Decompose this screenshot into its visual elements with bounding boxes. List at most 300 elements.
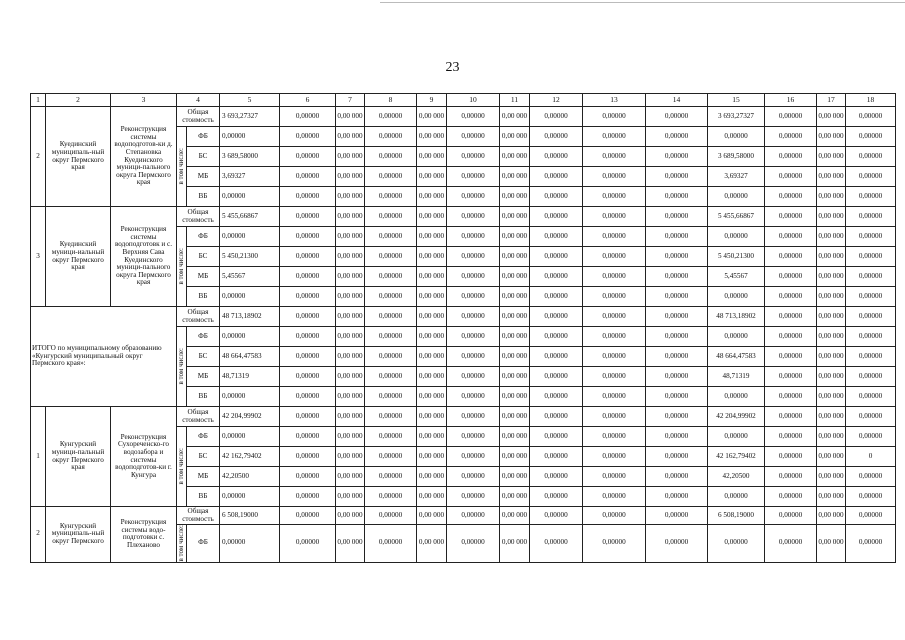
- value-cell: 0,00000: [365, 167, 417, 187]
- value-cell: 0,00000: [583, 427, 646, 447]
- table-body: [31, 94, 896, 563]
- value-cell: 48 713,18902: [220, 307, 280, 327]
- value-cell: 0,00000: [646, 187, 708, 207]
- value-cell: 0,00 000: [500, 207, 530, 227]
- value-cell: 0,00000: [846, 367, 896, 387]
- value-cell: 5 450,21300: [708, 247, 765, 267]
- value-cell: 0,00 000: [417, 525, 447, 563]
- value-cell: 0,00 000: [417, 207, 447, 227]
- total-label: ИТОГО по муниципальному образованию «Кунгурский муниципальный округ Пермского края»:: [31, 307, 177, 407]
- header-cell: 9: [417, 94, 447, 107]
- municipality-cell: Куединский муници-иальный округ Пермского края: [46, 207, 111, 307]
- value-cell: 0,00 000: [417, 367, 447, 387]
- value-cell: 0,00000: [846, 487, 896, 507]
- row-number: 3: [31, 207, 46, 307]
- value-cell: 3 693,27327: [220, 107, 280, 127]
- table-row: [31, 407, 896, 427]
- value-cell: 0,00000: [365, 525, 417, 563]
- value-cell: 0,00000: [765, 247, 817, 267]
- value-cell: 0,00 000: [500, 525, 530, 563]
- value-cell: 0,00000: [708, 187, 765, 207]
- value-cell: 0,00000: [583, 187, 646, 207]
- header-cell: 7: [336, 94, 365, 107]
- value-cell: 0,00 000: [336, 447, 365, 467]
- in-that-cell: [177, 127, 187, 207]
- project-cell: Реконструкция Сухореченско-го водозабора и системы водоподготов-ки г. Кунгура: [111, 407, 177, 507]
- value-cell: 0,00 000: [500, 487, 530, 507]
- value-cell: 0,00000: [765, 487, 817, 507]
- value-cell: 0,00000: [447, 367, 500, 387]
- value-cell: 0,00000: [646, 107, 708, 127]
- in-that-cell: [177, 327, 187, 407]
- value-cell: 0,00 000: [817, 447, 846, 467]
- source-cell: БС: [187, 447, 220, 467]
- in-that-label: в том числе:: [177, 448, 185, 485]
- value-cell: 0,00000: [365, 127, 417, 147]
- value-cell: 0,00000: [765, 147, 817, 167]
- value-cell: 0,00 000: [417, 287, 447, 307]
- header-cell: 4: [177, 94, 220, 107]
- source-cell: ФБ: [187, 427, 220, 447]
- value-cell: 0,00000: [846, 507, 896, 525]
- municipality-cell: Куединский муниципаль-ный округ Пермского края: [46, 107, 111, 207]
- value-cell: 0,00000: [280, 107, 336, 127]
- value-cell: 0,00000: [846, 267, 896, 287]
- value-cell: 0,00000: [583, 207, 646, 227]
- value-cell: 0,00000: [646, 307, 708, 327]
- value-cell: 0,00 000: [336, 347, 365, 367]
- value-cell: 0,00000: [530, 447, 583, 467]
- value-cell: 0,00 000: [417, 487, 447, 507]
- value-cell: 0,00000: [583, 147, 646, 167]
- value-cell: 0,00000: [846, 387, 896, 407]
- value-cell: 0,00000: [447, 187, 500, 207]
- value-cell: 0,00 000: [336, 287, 365, 307]
- value-cell: 0,00 000: [417, 307, 447, 327]
- value-cell: 0,00 000: [336, 467, 365, 487]
- source-cell: ВБ: [187, 387, 220, 407]
- header-cell: 10: [447, 94, 500, 107]
- header-cell: 8: [365, 94, 417, 107]
- value-cell: 0,00000: [530, 327, 583, 347]
- value-cell: 0,00000: [280, 507, 336, 525]
- in-that-label: в том числе:: [177, 248, 185, 285]
- value-cell: 0,00000: [280, 347, 336, 367]
- value-cell: 3,69327: [220, 167, 280, 187]
- value-cell: 0,00 000: [417, 167, 447, 187]
- value-cell: 0,00000: [365, 187, 417, 207]
- value-cell: 0,00 000: [336, 487, 365, 507]
- value-cell: 0,00000: [530, 107, 583, 127]
- in-that-cell: [177, 525, 187, 563]
- value-cell: 0,00000: [365, 407, 417, 427]
- value-cell: 0,00 000: [336, 387, 365, 407]
- value-cell: 0,00 000: [336, 525, 365, 563]
- value-cell: 0,00000: [280, 187, 336, 207]
- value-cell: 3 693,27327: [708, 107, 765, 127]
- value-cell: 0,00 000: [336, 307, 365, 327]
- value-cell: 0,00 000: [817, 367, 846, 387]
- value-cell: 0,00000: [530, 127, 583, 147]
- value-cell: 0,00000: [447, 307, 500, 327]
- municipality-cell: Кунгурский муниципаль-ный округ Пермского: [46, 507, 111, 563]
- value-cell: 0,00000: [365, 447, 417, 467]
- value-cell: 0,00000: [646, 407, 708, 427]
- value-cell: 0,00000: [447, 447, 500, 467]
- value-cell: 0,00000: [365, 227, 417, 247]
- source-cell: Общая стоимость: [177, 307, 220, 327]
- value-cell: 0,00000: [365, 147, 417, 167]
- header-cell: 13: [583, 94, 646, 107]
- header-cell: 16: [765, 94, 817, 107]
- page-number: 23: [445, 60, 460, 75]
- header-cell: 1: [31, 94, 46, 107]
- value-cell: 0,00000: [280, 427, 336, 447]
- source-cell: МБ: [187, 167, 220, 187]
- row-number: 2: [31, 507, 46, 563]
- value-cell: 0,00000: [583, 127, 646, 147]
- project-cell: Реконструкция системы водоподготовк и с. Верхняя Сава Куединского муници-пального округа Пермского края: [111, 207, 177, 307]
- value-cell: 0,00000: [447, 347, 500, 367]
- value-cell: 0,00000: [765, 407, 817, 427]
- value-cell: 3 689,58000: [220, 147, 280, 167]
- value-cell: 0,00 000: [817, 525, 846, 563]
- value-cell: 0,00000: [365, 327, 417, 347]
- value-cell: 0,00 000: [500, 367, 530, 387]
- value-cell: 0,00000: [530, 507, 583, 525]
- value-cell: 0,00000: [708, 427, 765, 447]
- value-cell: 0,00000: [708, 487, 765, 507]
- value-cell: 0,00 000: [336, 407, 365, 427]
- value-cell: 3 689,58000: [708, 147, 765, 167]
- value-cell: 0,00000: [846, 427, 896, 447]
- value-cell: 48 664,47583: [708, 347, 765, 367]
- value-cell: 5,45567: [220, 267, 280, 287]
- budget-table: [30, 93, 896, 563]
- value-cell: 0,00 000: [817, 507, 846, 525]
- value-cell: 42 204,99902: [220, 407, 280, 427]
- value-cell: 0,00000: [846, 347, 896, 367]
- value-cell: 0,00000: [530, 367, 583, 387]
- value-cell: 0,00000: [708, 327, 765, 347]
- value-cell: 0,00000: [646, 267, 708, 287]
- total-row: [31, 307, 896, 327]
- value-cell: 0,00000: [280, 407, 336, 427]
- value-cell: 0,00000: [280, 227, 336, 247]
- value-cell: 0,00 000: [417, 427, 447, 447]
- value-cell: 0,00000: [447, 147, 500, 167]
- value-cell: 0,00 000: [336, 267, 365, 287]
- value-cell: 0,00000: [846, 227, 896, 247]
- value-cell: 0,00000: [846, 247, 896, 267]
- value-cell: 0,00000: [365, 247, 417, 267]
- value-cell: 0,00000: [530, 187, 583, 207]
- value-cell: 0,00 000: [500, 347, 530, 367]
- source-cell: БС: [187, 347, 220, 367]
- value-cell: 0,00000: [530, 387, 583, 407]
- value-cell: 0,00 000: [417, 247, 447, 267]
- value-cell: 0,00000: [765, 287, 817, 307]
- value-cell: 6 508,19000: [708, 507, 765, 525]
- value-cell: 0,00000: [765, 127, 817, 147]
- value-cell: 0,00000: [447, 427, 500, 447]
- value-cell: 0,00 000: [500, 407, 530, 427]
- header-cell: 2: [46, 94, 111, 107]
- value-cell: 3,69327: [708, 167, 765, 187]
- value-cell: 0,00000: [365, 467, 417, 487]
- value-cell: 0,00000: [646, 347, 708, 367]
- value-cell: 6 508,19000: [220, 507, 280, 525]
- value-cell: 0,00 000: [817, 187, 846, 207]
- source-cell: БС: [187, 247, 220, 267]
- value-cell: 0,00000: [846, 307, 896, 327]
- value-cell: 0,00000: [280, 467, 336, 487]
- value-cell: 0,00000: [765, 467, 817, 487]
- value-cell: 0,00000: [583, 487, 646, 507]
- value-cell: 42 204,99902: [708, 407, 765, 427]
- value-cell: 0,00 000: [417, 447, 447, 467]
- source-cell: МБ: [187, 467, 220, 487]
- value-cell: 0,00000: [530, 147, 583, 167]
- source-cell: ФБ: [187, 227, 220, 247]
- value-cell: 0,00000: [447, 387, 500, 407]
- value-cell: 0,00 000: [817, 267, 846, 287]
- value-cell: 0,00 000: [500, 227, 530, 247]
- value-cell: 0,00 000: [336, 167, 365, 187]
- value-cell: 42,20500: [220, 467, 280, 487]
- in-that-cell: [177, 227, 187, 307]
- value-cell: 0,00000: [765, 327, 817, 347]
- value-cell: 0,00000: [846, 287, 896, 307]
- value-cell: 0,00000: [646, 507, 708, 525]
- value-cell: 0,00000: [447, 287, 500, 307]
- source-cell: ВБ: [187, 187, 220, 207]
- value-cell: 0,00000: [220, 227, 280, 247]
- value-cell: 0,00000: [447, 167, 500, 187]
- value-cell: 0,00000: [583, 367, 646, 387]
- value-cell: 0,00000: [447, 107, 500, 127]
- value-cell: 0,00000: [708, 387, 765, 407]
- value-cell: 0,00000: [280, 327, 336, 347]
- value-cell: 0,00 000: [817, 287, 846, 307]
- value-cell: 0,00 000: [817, 227, 846, 247]
- value-cell: 0,00000: [646, 387, 708, 407]
- value-cell: 0,00000: [583, 307, 646, 327]
- value-cell: 0,00000: [765, 267, 817, 287]
- value-cell: 0,00000: [583, 507, 646, 525]
- value-cell: 0,00000: [447, 327, 500, 347]
- value-cell: 0,00000: [530, 427, 583, 447]
- value-cell: 0,00000: [765, 307, 817, 327]
- value-cell: 0,00000: [583, 347, 646, 367]
- value-cell: 0,00000: [583, 525, 646, 563]
- value-cell: 0,00 000: [417, 107, 447, 127]
- value-cell: 0,00000: [765, 507, 817, 525]
- source-cell: ФБ: [187, 327, 220, 347]
- in-that-label: в том числе:: [177, 348, 185, 385]
- value-cell: 0,00 000: [336, 427, 365, 447]
- value-cell: 0,00000: [765, 167, 817, 187]
- value-cell: 0,00000: [708, 227, 765, 247]
- value-cell: 0,00 000: [817, 487, 846, 507]
- value-cell: 0,00000: [646, 147, 708, 167]
- value-cell: 0,00 000: [500, 307, 530, 327]
- header-cell: 15: [708, 94, 765, 107]
- header-cell: 3: [111, 94, 177, 107]
- source-cell: ФБ: [187, 525, 220, 563]
- value-cell: 0,00000: [530, 307, 583, 327]
- value-cell: 0,00000: [646, 427, 708, 447]
- value-cell: 0,00000: [583, 387, 646, 407]
- value-cell: 0,00 000: [417, 507, 447, 525]
- value-cell: 0,00 000: [817, 407, 846, 427]
- value-cell: 0,00000: [646, 167, 708, 187]
- value-cell: 0,00 000: [417, 147, 447, 167]
- value-cell: 0,00000: [365, 487, 417, 507]
- value-cell: 0,00000: [583, 107, 646, 127]
- value-cell: 0,00 000: [417, 407, 447, 427]
- header-row: [31, 94, 896, 107]
- value-cell: 0,00 000: [817, 207, 846, 227]
- value-cell: 0,00 000: [817, 427, 846, 447]
- source-cell: Общая стоимость: [177, 107, 220, 127]
- value-cell: 0,00 000: [817, 467, 846, 487]
- value-cell: 0,00000: [365, 507, 417, 525]
- source-cell: ВБ: [187, 287, 220, 307]
- value-cell: 0,00000: [365, 387, 417, 407]
- value-cell: 0,00000: [530, 525, 583, 563]
- value-cell: 0,00000: [447, 267, 500, 287]
- value-cell: 0,00000: [583, 407, 646, 427]
- value-cell: 0,00000: [583, 447, 646, 467]
- value-cell: 0,00 000: [500, 287, 530, 307]
- value-cell: 42 162,79402: [220, 447, 280, 467]
- header-cell: 18: [846, 94, 896, 107]
- value-cell: 0,00 000: [417, 267, 447, 287]
- value-cell: 0,00000: [765, 187, 817, 207]
- header-cell: 6: [280, 94, 336, 107]
- value-cell: 0,00000: [220, 127, 280, 147]
- source-cell: Общая стоимость: [177, 207, 220, 227]
- table-row: [31, 107, 896, 127]
- source-cell: БС: [187, 147, 220, 167]
- value-cell: 0,00000: [583, 467, 646, 487]
- value-cell: 0,00000: [765, 427, 817, 447]
- value-cell: 0,00000: [846, 187, 896, 207]
- value-cell: 0,00000: [846, 167, 896, 187]
- value-cell: 0,00000: [447, 407, 500, 427]
- value-cell: 0,00000: [220, 327, 280, 347]
- value-cell: 0,00 000: [817, 327, 846, 347]
- value-cell: 0,00000: [280, 247, 336, 267]
- value-cell: 0,00000: [365, 267, 417, 287]
- header-cell: 5: [220, 94, 280, 107]
- value-cell: 5 455,66867: [220, 207, 280, 227]
- in-that-cell: [177, 427, 187, 507]
- value-cell: 0,00000: [708, 287, 765, 307]
- value-cell: 0,00000: [846, 207, 896, 227]
- source-cell: Общая стоимость: [177, 407, 220, 427]
- value-cell: 0,00000: [583, 287, 646, 307]
- value-cell: 0,00000: [646, 525, 708, 563]
- source-cell: МБ: [187, 267, 220, 287]
- value-cell: 0,00000: [530, 267, 583, 287]
- value-cell: 0,00000: [765, 387, 817, 407]
- source-cell: МБ: [187, 367, 220, 387]
- value-cell: 0,00000: [280, 447, 336, 467]
- value-cell: 0,00 000: [500, 467, 530, 487]
- value-cell: 0,00 000: [817, 247, 846, 267]
- value-cell: 0,00000: [646, 227, 708, 247]
- value-cell: 0,00 000: [417, 387, 447, 407]
- value-cell: 0,00000: [765, 107, 817, 127]
- value-cell: 0,00 000: [336, 107, 365, 127]
- value-cell: 0,00000: [280, 127, 336, 147]
- value-cell: 0,00000: [646, 487, 708, 507]
- value-cell: 0,00000: [280, 487, 336, 507]
- value-cell: 0,00000: [530, 247, 583, 267]
- value-cell: 0,00000: [447, 467, 500, 487]
- value-cell: 0,00000: [530, 227, 583, 247]
- value-cell: 0,00000: [447, 525, 500, 563]
- value-cell: 0,00 000: [417, 187, 447, 207]
- value-cell: 0,00000: [280, 267, 336, 287]
- value-cell: 0,00 000: [336, 247, 365, 267]
- value-cell: 0,00000: [583, 327, 646, 347]
- value-cell: 48 713,18902: [708, 307, 765, 327]
- value-cell: 5 455,66867: [708, 207, 765, 227]
- value-cell: 0,00000: [365, 287, 417, 307]
- value-cell: 0,00000: [280, 367, 336, 387]
- value-cell: 48,71319: [220, 367, 280, 387]
- value-cell: 0,00000: [846, 407, 896, 427]
- value-cell: 0,00 000: [500, 187, 530, 207]
- value-cell: 0,00 000: [417, 327, 447, 347]
- value-cell: 0,00 000: [817, 387, 846, 407]
- value-cell: 0,00000: [765, 227, 817, 247]
- value-cell: 0,00 000: [336, 327, 365, 347]
- value-cell: 0,00000: [447, 487, 500, 507]
- value-cell: 5,45567: [708, 267, 765, 287]
- value-cell: 0,00000: [280, 525, 336, 563]
- source-cell: ФБ: [187, 127, 220, 147]
- municipality-cell: Кунгурский муници-пальный округ Пермского края: [46, 407, 111, 507]
- value-cell: 0,00000: [447, 507, 500, 525]
- value-cell: 0,00000: [846, 467, 896, 487]
- value-cell: 0,00 000: [336, 367, 365, 387]
- header-cell: 14: [646, 94, 708, 107]
- value-cell: 0,00000: [280, 207, 336, 227]
- value-cell: 0,00000: [583, 267, 646, 287]
- value-cell: 0,00 000: [417, 467, 447, 487]
- value-cell: 0,00000: [365, 107, 417, 127]
- value-cell: 0,00000: [646, 127, 708, 147]
- value-cell: 0,00 000: [500, 147, 530, 167]
- value-cell: 0,00000: [708, 127, 765, 147]
- value-cell: 0,00000: [846, 525, 896, 563]
- value-cell: 0,00000: [583, 247, 646, 267]
- value-cell: 0: [846, 447, 896, 467]
- value-cell: 0,00000: [765, 347, 817, 367]
- value-cell: 0,00000: [280, 287, 336, 307]
- project-cell: Реконструкция системы водоподготов-ки д. Степановка Куединского муници-пального округа Пермского края: [111, 107, 177, 207]
- value-cell: 0,00 000: [500, 267, 530, 287]
- value-cell: 0,00 000: [336, 227, 365, 247]
- value-cell: 5 450,21300: [220, 247, 280, 267]
- value-cell: 0,00 000: [336, 207, 365, 227]
- value-cell: 0,00000: [365, 427, 417, 447]
- value-cell: 0,00000: [530, 487, 583, 507]
